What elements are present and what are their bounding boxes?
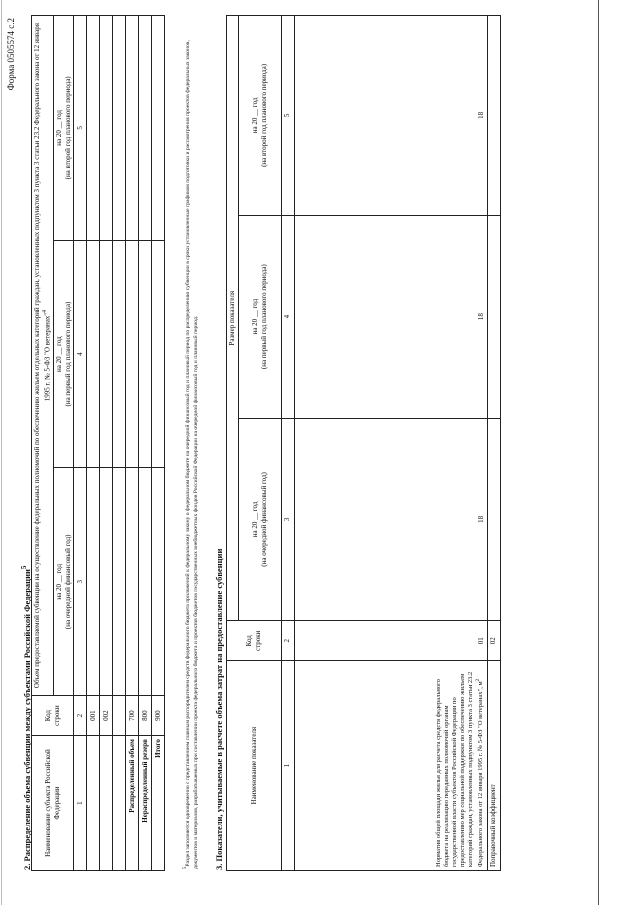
header-indicator-name: Наименование показателя: [227, 661, 282, 871]
section2-title: 2. Распределение объема субвенции между субъектами Российской Федерации$^5$: [20, 565, 32, 870]
page-edge-line: [1, 0, 2, 905]
header-code: Код строки: [227, 621, 282, 661]
indicators-table: [226, 15, 501, 871]
header-year-2: на 20 __ год (на первый год планового периода): [238, 215, 281, 418]
table-row: 002: [100, 16, 113, 871]
header-volume: Объем предоставляемой субвенции на осуществление федеральных полномочий по обеспечению жильем отдельных категорий граждан, установленных подпунктом 3 пункта 3 статьи 23.2 Федерального закона от 12 января 1995 г. № 5-ФЗ "О ветеранах"$^4$: [32, 16, 54, 696]
table-row: Норматив общей площади жилья для расчета средств федерального бюджета на реализацию переданных полномочий органам государственной власти субъектов Российской Федерации по предоставлению мер социальной поддержки по обеспечению жильем категорий граждан, установленных подпунктом 3 пункта 3 статьи 23.2 Федерального закона от 12 января 1995 г. № 5-ФЗ "О ветеранах", $м^2$ 01 18 18 18: [294, 16, 487, 871]
distribution-table: [31, 15, 165, 871]
header-year-1: на 20 __ год (на очередной финансовый год): [53, 468, 74, 696]
section2-title-note: 5: [20, 565, 28, 570]
total-row-distributed: Распределенный объем 700: [126, 16, 139, 871]
column-numbers-row: 1 2 3 4 5: [281, 16, 294, 871]
section3-title: 3. Показатели, учитываемые в расчете объема затрат на предоставление субвенции: [214, 548, 224, 870]
column-numbers-row: 1 2 3 4 5: [74, 16, 87, 871]
header-year-3: на 20 __ год (на второй год планового периода): [238, 16, 281, 216]
footnote: $^5$Раздел заполняется одновременно с представлением главным распорядителем средств федерального бюджета приложений к федеральному закону о федеральном бюджете на очередной финансовый год и плановый период по распределению субвенции в сроки установленные графиком подготовки и рассмотрения проектов федеральных законов, документов и материалов, разрабатываемых при составлении проекта федерального бюджета и проектов бюджетов государственных внебюджетных фондов Российской Федерации на очередной финансовый год и плановый период.: [183, 40, 199, 869]
form-code: Форма 0505574 с.2: [6, 18, 16, 91]
table-row: Поправочный коэффициент 02: [487, 16, 500, 871]
table-row: [113, 16, 126, 871]
page-edge-line: [598, 0, 599, 905]
header-year-1: на 20 __ год (на очередной финансовый год): [238, 418, 281, 621]
table-row: 001: [87, 16, 100, 871]
header-size: Размер показателя: [227, 16, 239, 621]
header-year-3: на 20 __ год (на второй год планового периода): [53, 16, 74, 241]
total-row-sum: Итого 900: [152, 16, 165, 871]
header-year-2: на 20 __ год (на первый год планового периода): [53, 240, 74, 468]
indicator-name: Норматив общей площади жилья для расчета средств федерального бюджета на реализацию переданных полномочий органам государственной власти субъектов Российской Федерации по предоставлению мер социальной поддержки по обеспечению жильем категорий граждан, установленных подпунктом 3 пункта 3 статьи 23.2 Федерального закона от 12 января 1995 г. № 5-ФЗ "О ветеранах", $м^2$: [294, 661, 487, 871]
total-row-reserve: Нераспределенный резерв 800: [139, 16, 152, 871]
header-code: Код строки: [32, 696, 74, 736]
header-subject: Наименование субъекта Российской Федерации: [32, 736, 74, 871]
